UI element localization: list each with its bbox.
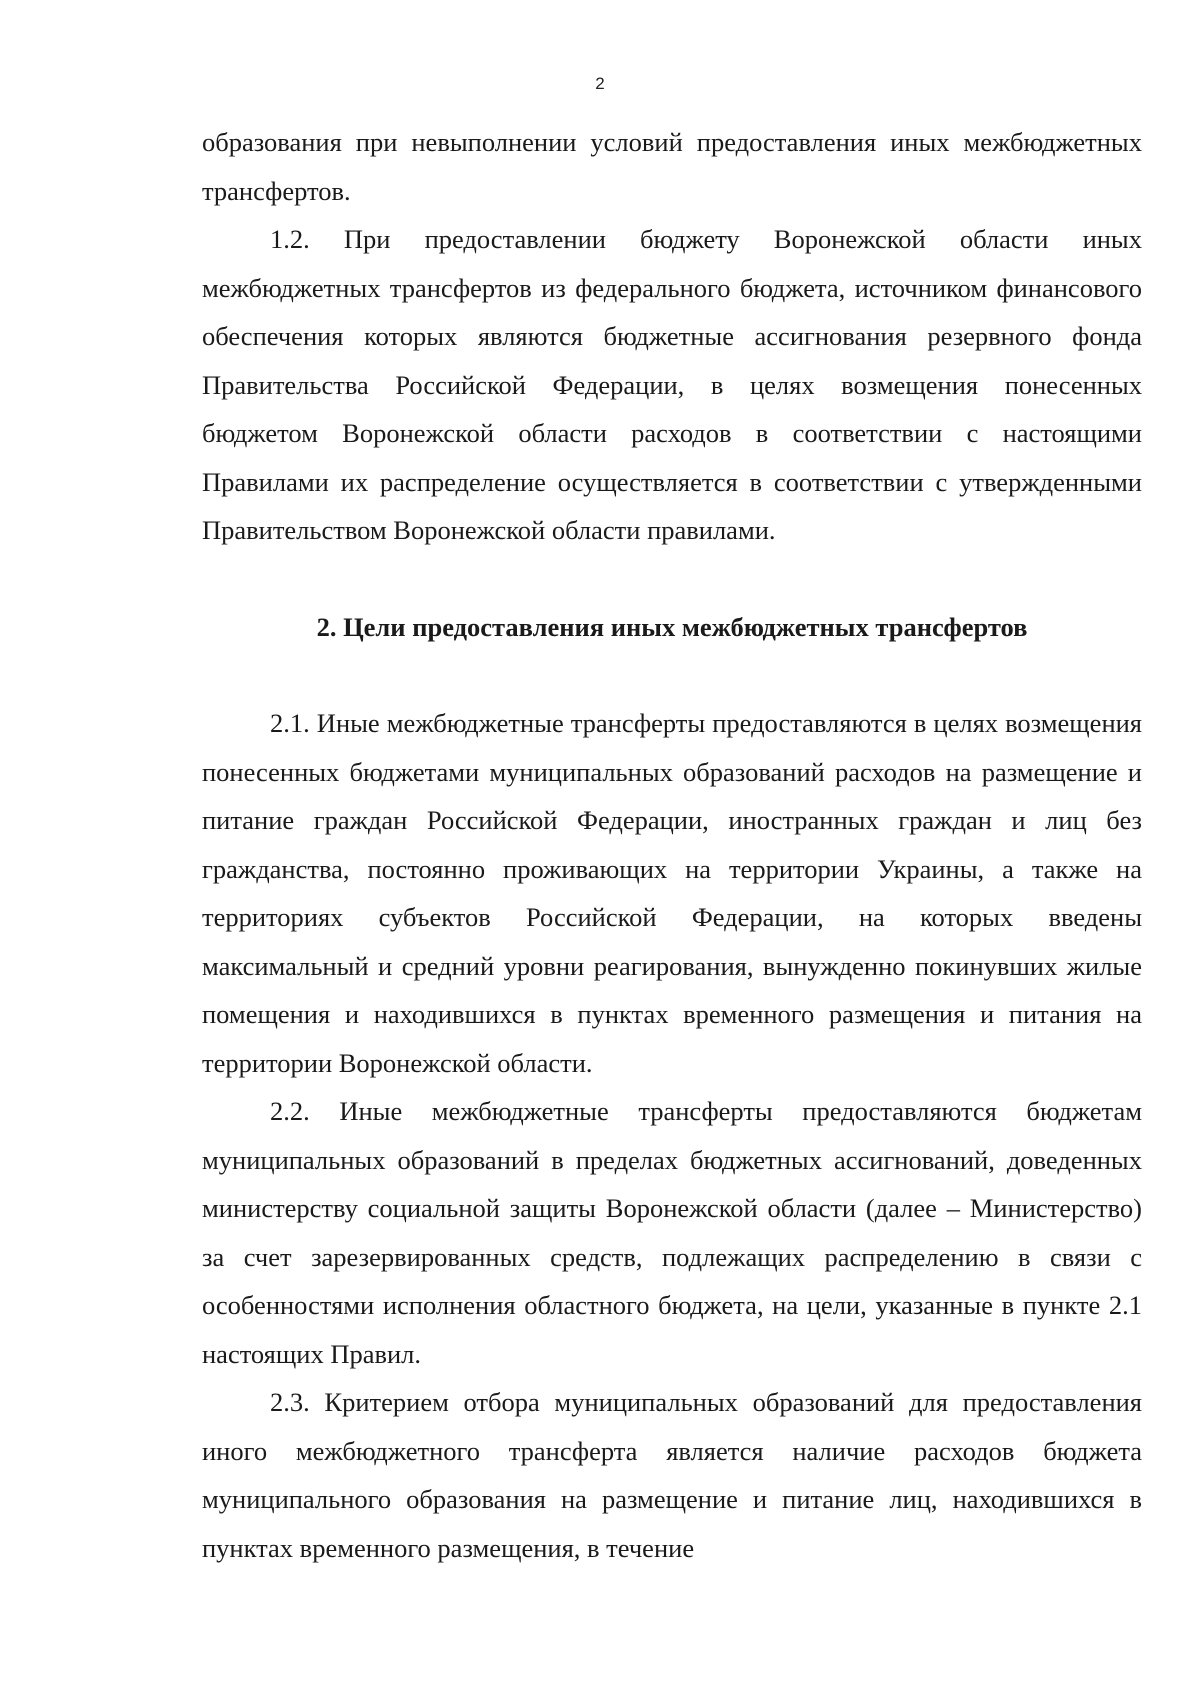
paragraph-intro: образования при невыполнении условий предоставления иных межбюджетных трансфертов. [202, 127, 1142, 206]
document-body [202, 118, 1142, 1572]
page-number: 2 [595, 74, 605, 93]
paragraph-2-1: 2.1. Иные межбюджетные трансферты предоставляются в целях возмещения понесенных бюджетами муниципальных образований расходов на размещение и питание граждан Российской Федерации, иностранных граждан и лиц без гражданства, постоянно проживающих на территории Украины, а также на территориях субъектов Российской Федерации, на которых введены максимальный и средний уровни реагирования, вынужденно покинувших жилые помещения и находившихся в пунктах временного размещения и питания на территории Воронежской области. [202, 708, 1142, 1078]
section-heading-2: 2. Цели предоставления иных межбюджетных трансфертов [316, 611, 1028, 642]
paragraph-1-2: 1.2. При предоставлении бюджету Воронежской области иных межбюджетных трансфертов из федерального бюджета, источником финансового обеспечения которых являются бюджетные ассигнования резервного фонда Правительства Российской Федерации, в целях возмещения понесенных бюджетом Воронежской области расходов в соответствии с настоящими Правилами их распределение осуществляется в соответствии с утвержденными Правительством Воронежской области правилами. [202, 224, 1142, 545]
paragraph-2-3: 2.3. Критерием отбора муниципальных образований для предоставления иного межбюджетного трансферта является наличие расходов бюджета муниципального образования на размещение и питание лиц, находившихся в пунктах временного размещения, в течение [202, 1387, 1142, 1563]
paragraph-2-2: 2.2. Иные межбюджетные трансферты предоставляются бюджетам муниципальных образований в пределах бюджетных ассигнований, доведенных министерству социальной защиты Воронежской области (далее – Министерство) за счет зарезервированных средств, подлежащих распределению в связи с особенностями исполнения областного бюджета, на цели, указанные в пункте 2.1 настоящих Правил. [202, 1096, 1142, 1369]
